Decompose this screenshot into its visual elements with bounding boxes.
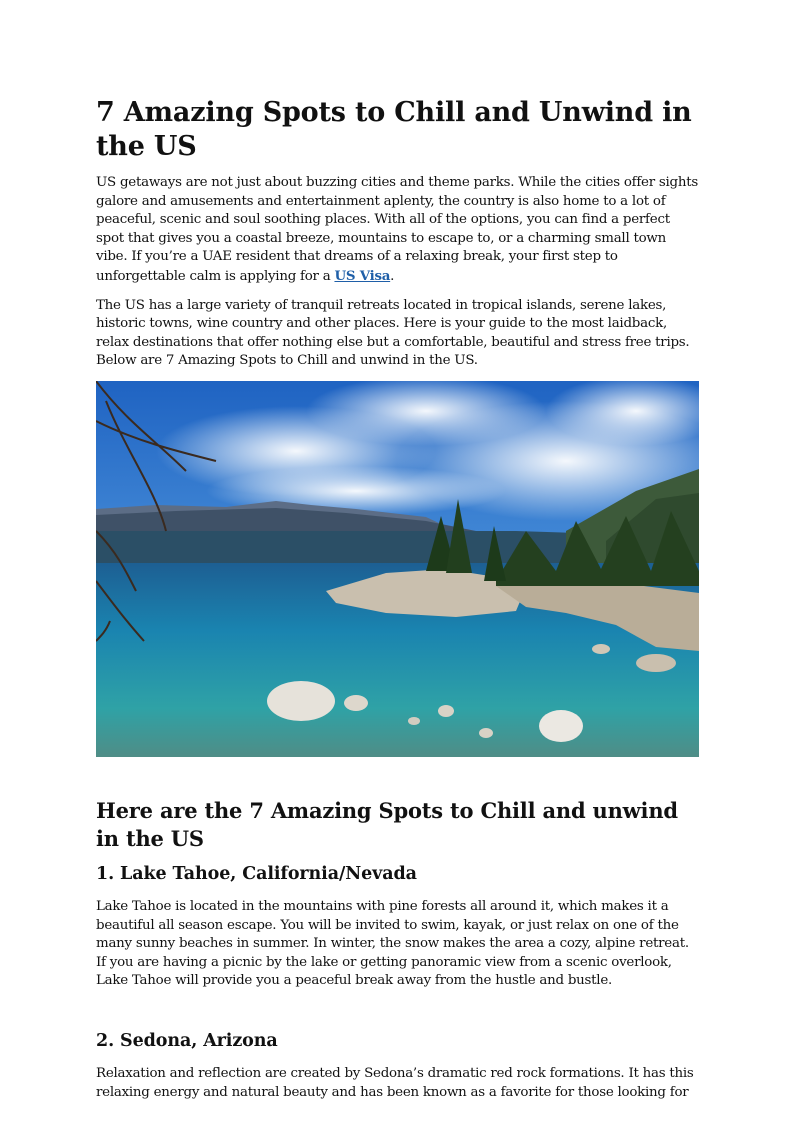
section-heading: Here are the 7 Amazing Spots to Chill and unwind in the US bbox=[96, 797, 678, 851]
intro-paragraph-1 bbox=[96, 174, 699, 287]
intro-text-end: . bbox=[390, 268, 395, 284]
spot-heading: 2. Sedona, Arizona bbox=[96, 1030, 278, 1051]
spot-description: Lake Tahoe is located in the mountains with pine forests all around it, which makes it a beautiful all season escape. You will be invited to swim, kayak, or just relax on one of the many sunny beaches in summer. In winter, the snow makes the area a cozy, alpine retreat. If you are having a picnic by the lake or getting panoramic view from a scenic overlook, Lake Tahoe will provide you a peaceful break away from the hustle and bustle. bbox=[96, 898, 689, 989]
lake-tahoe-photo bbox=[96, 381, 699, 757]
spot-heading: 1. Lake Tahoe, California/Nevada bbox=[96, 863, 417, 884]
us-visa-link[interactable]: US Visa bbox=[334, 267, 391, 284]
intro-text: US getaways are not just about buzzing cities and theme parks. While the cities offer sights galore and amusements and entertainment aplenty, the country is also home to a lot of peaceful, scenic and soul soothing places. With all of the options, you can find a perfect spot that gives you a coastal breeze, mountains to escape to, or a charming small town vibe. If you’re a UAE resident that dreams of a relaxing break, your first step to unforgettable calm is applying for a bbox=[96, 175, 698, 284]
intro-paragraph-2: The US has a large variety of tranquil retreats located in tropical islands, serene lakes, historic towns, wine country and other places. Here is your guide to the most laidback, relax destinations that offer nothing else but a comfortable, beautiful and stress free trips. Below are 7 Amazing Spots to Chill and unwind in the US. bbox=[96, 297, 690, 369]
spot-description: Relaxation and reflection are created by Sedona’s dramatic red rock formations. It has this relaxing energy and natural beauty and has been known as a favorite for those looking for bbox=[96, 1065, 694, 1100]
page-title: 7 Amazing Spots to Chill and Unwind in the US bbox=[96, 97, 692, 162]
document-page bbox=[96, 96, 699, 1112]
